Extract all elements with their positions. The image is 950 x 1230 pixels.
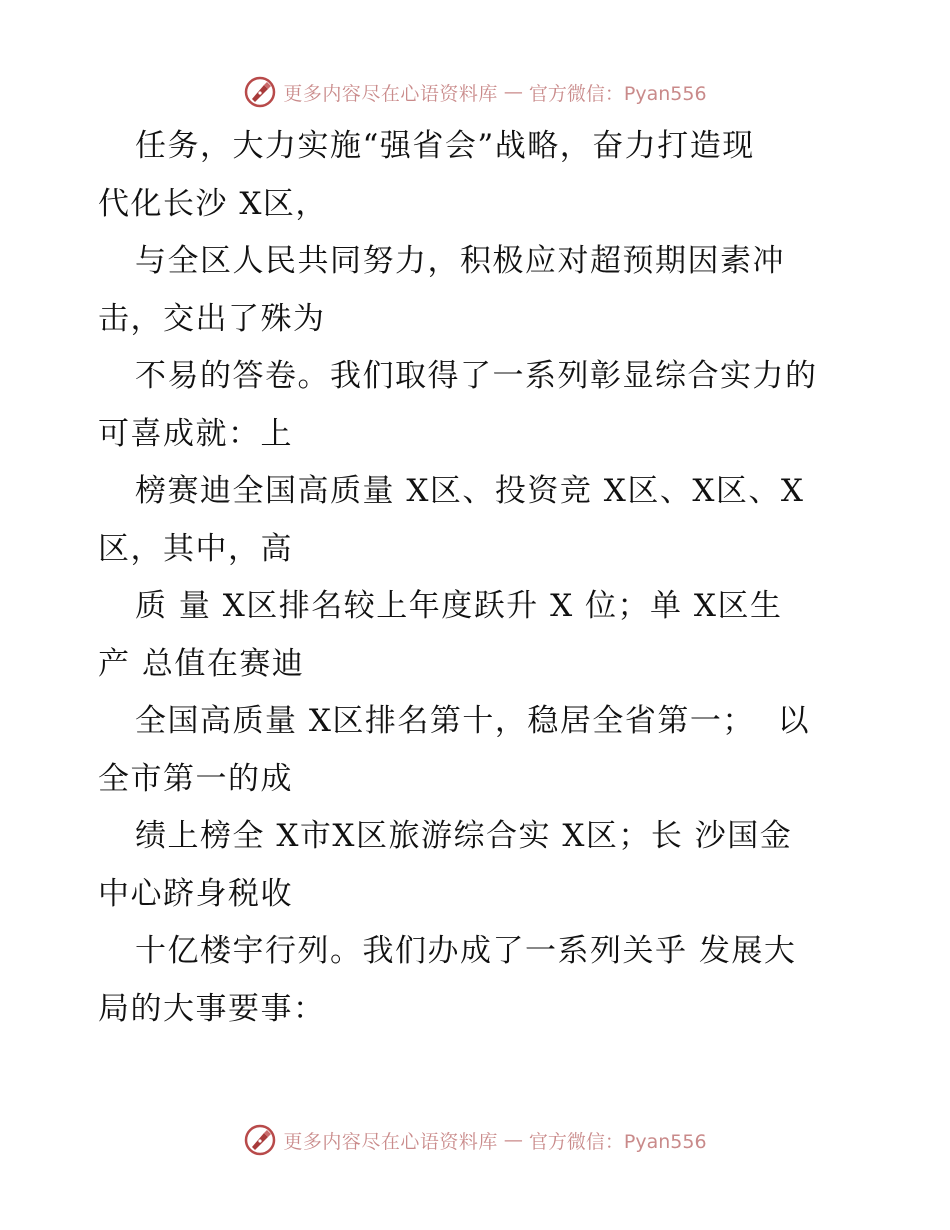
body-line: 十亿楼宇行列。我们办成了一系列关乎 发展大 bbox=[135, 933, 797, 969]
body-line: 击，交出了殊为 bbox=[98, 300, 326, 337]
watermark-brand-text: 更多内容尽在心语资料库 bbox=[283, 82, 498, 105]
body-line: 榜赛迪全国高质量 X区、投资竞 X区、X区、X bbox=[135, 473, 805, 509]
pen-nib-logo-icon bbox=[243, 75, 277, 109]
body-line: 全国高质量 X区排名第十，稳居全省第一； 以 bbox=[135, 703, 811, 739]
body-line: 与全区人民共同努力，积极应对超预期因素冲 bbox=[135, 243, 785, 279]
watermark-brand-text: 更多内容尽在心语资料库 bbox=[283, 1130, 498, 1153]
pen-nib-logo-icon bbox=[243, 1123, 277, 1157]
body-line: 全市第一的成 bbox=[98, 760, 293, 797]
document-body bbox=[98, 118, 858, 1038]
body-line: 绩上榜全 X市X区旅游综合实 X区；长 沙国金 bbox=[135, 818, 793, 854]
body-line: 代化长沙 X区， bbox=[98, 185, 328, 222]
body-line: 任务，大力实施“强省会”战略，奋力打造现 bbox=[135, 128, 755, 164]
body-line: 可喜成就：上 bbox=[98, 415, 293, 452]
body-line: 局的大事要事： bbox=[98, 990, 326, 1027]
footer-watermark bbox=[0, 1120, 950, 1160]
watermark-wechat-text: 官方微信：Pyan556 bbox=[528, 1130, 707, 1153]
watermark-separator: — bbox=[503, 1129, 523, 1151]
watermark-separator: — bbox=[503, 81, 523, 103]
body-line: 不易的答卷。我们取得了一系列彰显综合实力的 bbox=[135, 358, 818, 394]
body-line: 中心跻身税收 bbox=[98, 875, 293, 912]
header-watermark bbox=[0, 72, 950, 112]
watermark-wechat-text: 官方微信：Pyan556 bbox=[528, 82, 707, 105]
body-line: 产 总值在赛迪 bbox=[98, 645, 305, 682]
body-line: 质 量 X区排名较上年度跃升 X 位；单 X区生 bbox=[135, 588, 783, 624]
body-line: 区，其中，高 bbox=[98, 530, 293, 567]
